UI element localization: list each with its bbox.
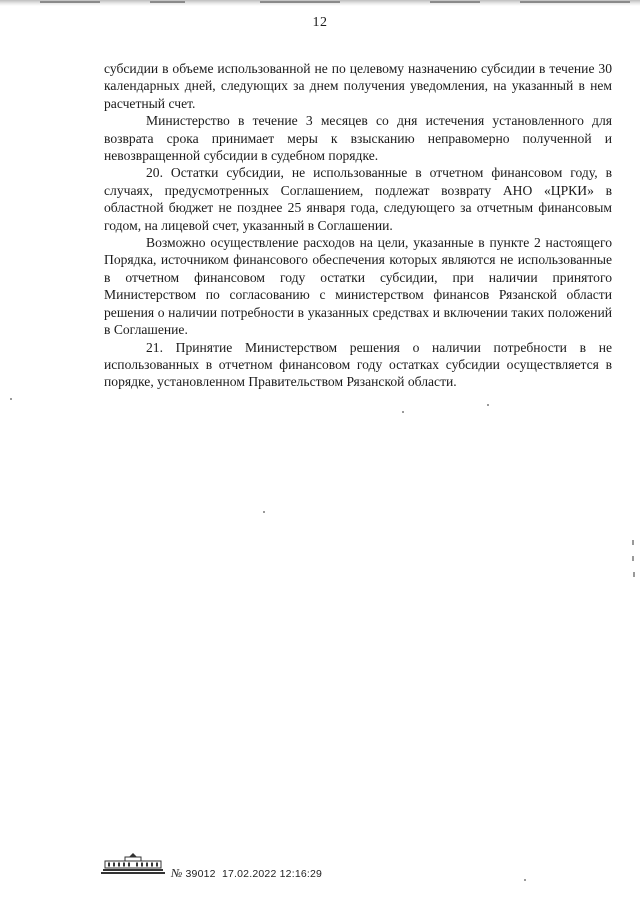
scan-speck (402, 411, 404, 413)
paragraph-recovery-in-court: Министерство в течение 3 месяцев со дня истечения установленного для возврата срока принимает меры к взысканию неправомерно полученной и невозвращенной субсидии в судебном порядке. (104, 113, 612, 164)
scan-speck (524, 879, 526, 881)
registration-footer (171, 866, 322, 881)
paragraph-remainder-spending: Возможно осуществление расходов на цели, указанные в пункте 2 настоящего Порядка, источником финансового обеспечения которых являются не использованные в отчетном финансовом году остатки субсидии, при наличии принятого Министерством по согласованию с министерством финансов Рязанской области решения о наличии потребности в указанных средствах и включении таких положений в Соглашение. (104, 235, 612, 338)
government-building-stamp-icon (100, 852, 166, 875)
number-sign: № (171, 866, 183, 880)
paragraph-item-20-subsidy-remainder: 20. Остатки субсидии, не использованные в отчетном финансовом году, в случаях, предусмотренных Соглашением, подлежат возврату АНО «ЦРКИ» в областной бюджет не позднее 25 января года, следующего за отчетным финансовым годом, на лицевой счет, указанный в Соглашении. (104, 165, 612, 233)
registration-number-date: 39012 17.02.2022 12:16:29 (185, 868, 323, 880)
scan-edge-mark (632, 540, 634, 545)
scan-speck (263, 511, 265, 513)
scan-speck (10, 398, 12, 400)
scan-top-edge (0, 0, 640, 6)
scan-edge-mark (632, 556, 634, 561)
paragraph-item-21-decision: 21. Принятие Министерством решения о наличии потребности в не использованных в отчетном финансовом году остатках субсидии осуществляется в порядке, установленном Правительством Рязанской области. (104, 339, 612, 390)
page-number: 12 (312, 15, 328, 30)
document-body (104, 60, 612, 391)
scan-edge-mark (633, 572, 635, 577)
paragraph-subsidy-return-term: субсидии в объеме использованной не по целевому назначению субсидии в течение 30 календарных дней, следующих за днем получения уведомления, на указанный в нем расчетный счет. (104, 61, 612, 111)
scan-speck (487, 404, 489, 406)
